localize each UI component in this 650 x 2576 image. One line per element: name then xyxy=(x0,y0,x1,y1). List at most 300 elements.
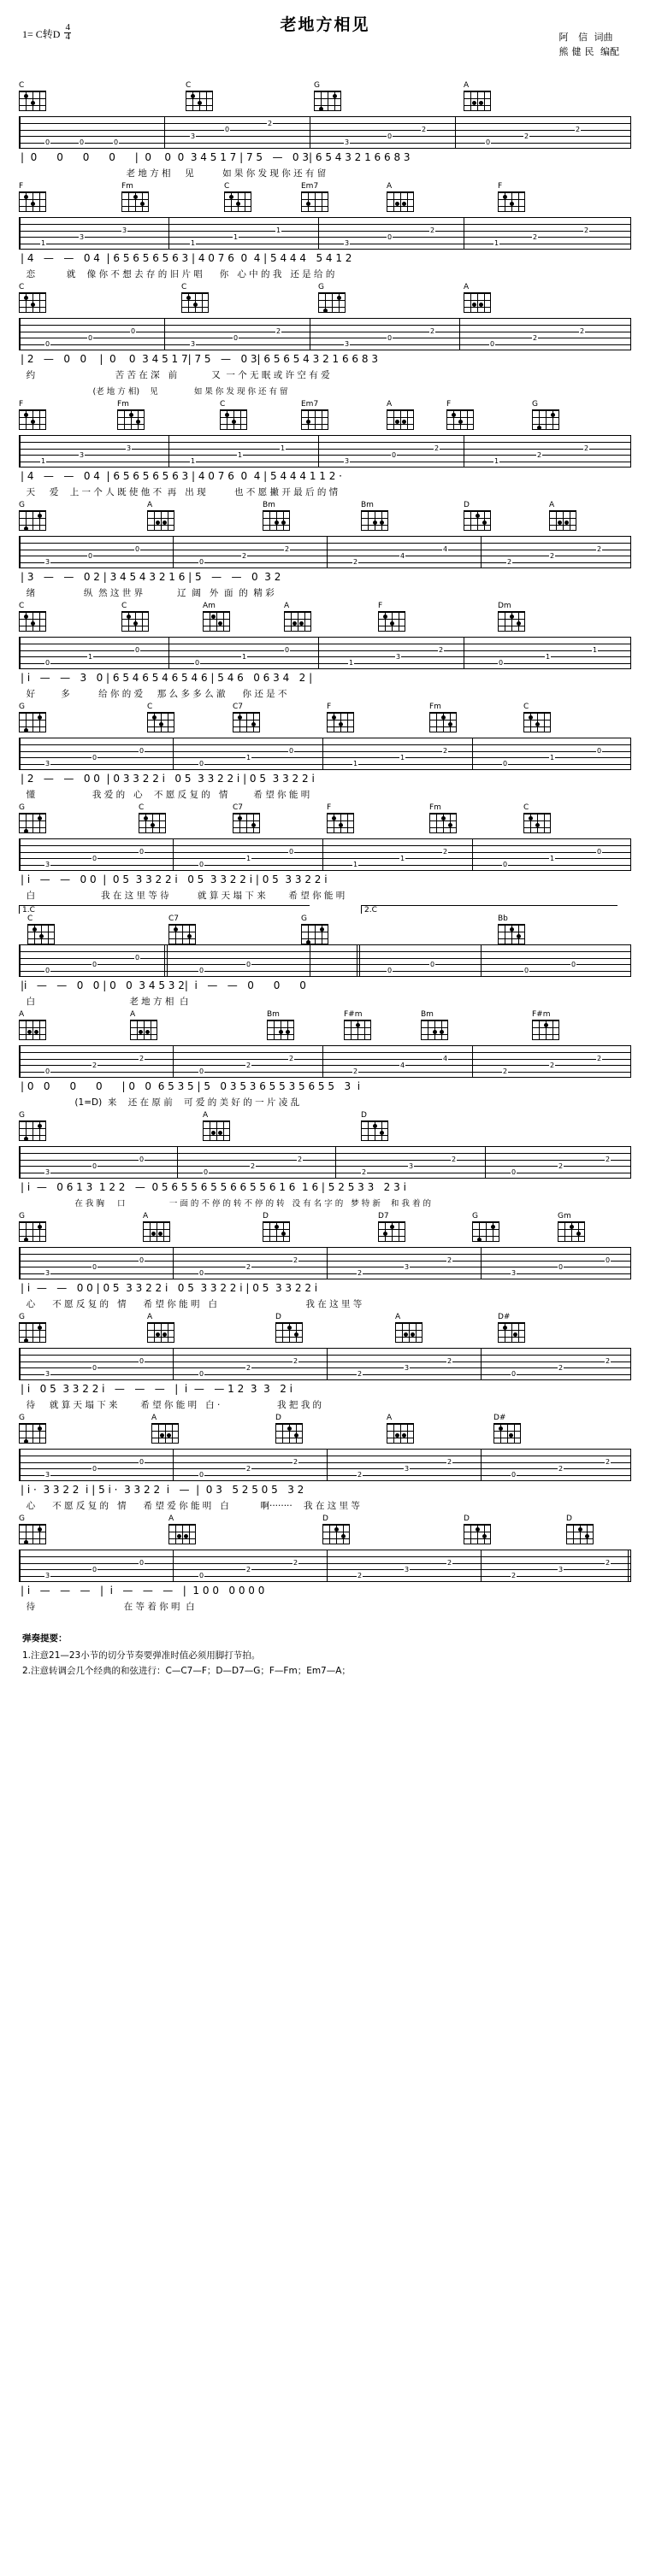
lyrics-line: 白 老 地 方 相 白 xyxy=(21,997,189,1007)
performance-notes xyxy=(22,1632,628,1679)
chord-diagram-row xyxy=(19,183,631,217)
chord-grid xyxy=(472,1221,499,1242)
chord-diagram[interactable] xyxy=(220,401,257,430)
chord-name: A xyxy=(395,1313,401,1321)
chord-grid xyxy=(19,292,46,313)
tab-staff: 0 0 0 0 0 0 0 0 0 xyxy=(19,944,631,977)
chord-name: Bm xyxy=(361,501,374,509)
chord-grid xyxy=(147,510,174,531)
chord-diagram-row xyxy=(19,502,631,536)
chord-grid xyxy=(203,1120,230,1141)
chord-grid xyxy=(464,91,491,111)
chord-name: G xyxy=(472,1212,478,1220)
chord-grid xyxy=(421,1020,448,1040)
tab-staff-wrapper xyxy=(19,1247,631,1279)
chord-diagram[interactable] xyxy=(429,804,467,833)
chord-grid xyxy=(224,191,251,212)
chord-diagram[interactable] xyxy=(263,502,300,531)
chord-diagram[interactable] xyxy=(19,1112,56,1141)
chord-name: Bm xyxy=(263,501,275,509)
tab-staff-wrapper xyxy=(19,1146,631,1179)
music-system xyxy=(19,82,631,183)
chord-name: A xyxy=(464,283,470,291)
chord-name: G xyxy=(19,1313,25,1321)
chord-name: F#m xyxy=(344,1010,363,1019)
chord-grid xyxy=(233,813,260,833)
chord-grid xyxy=(19,712,46,732)
chord-grid xyxy=(147,1322,174,1343)
chord-diagram[interactable] xyxy=(327,804,364,833)
chord-name: A xyxy=(203,1111,209,1120)
chord-name: C7 xyxy=(168,915,180,923)
music-system xyxy=(19,1213,631,1314)
chord-name: F xyxy=(19,182,24,191)
chord-diagram[interactable] xyxy=(361,1112,399,1141)
music-system xyxy=(19,1515,631,1616)
tab-staff: 1 3 3 1 1 1 3 0 2 1 2 2 xyxy=(19,435,631,468)
chord-diagram[interactable] xyxy=(558,1213,595,1242)
chord-name: A xyxy=(143,1212,149,1220)
chord-name: F xyxy=(378,602,383,610)
chord-grid xyxy=(151,1423,179,1444)
repeat-ending-2: 2.C xyxy=(361,905,618,914)
credit-name: 阿 信 xyxy=(558,32,591,43)
chord-diagram[interactable] xyxy=(19,1011,56,1040)
lyrics-line: 懂 我 爱 的 心 不 愿 反 复 的 情 希 望 你 能 明 xyxy=(21,790,310,800)
chord-diagram[interactable] xyxy=(19,183,56,212)
chord-grid xyxy=(19,1322,46,1343)
chord-diagram[interactable] xyxy=(464,502,501,531)
chord-grid xyxy=(143,1221,170,1242)
chord-diagram[interactable] xyxy=(27,915,65,944)
chord-name: C xyxy=(19,602,25,610)
lyrics-line: 心 不 愿 反 复 的 情 希 望 你 能 明 白 我 在 这 里 等 xyxy=(21,1299,363,1309)
chord-grid xyxy=(523,712,551,732)
key-signature xyxy=(22,24,71,42)
chord-diagram-row xyxy=(19,905,631,944)
chord-diagram[interactable] xyxy=(130,1011,168,1040)
chord-diagram[interactable] xyxy=(147,502,185,531)
lyrics-line: 待 在 等 着 你 明 白 xyxy=(21,1602,195,1612)
chord-grid xyxy=(361,510,388,531)
chord-grid xyxy=(19,409,46,430)
chord-diagram[interactable] xyxy=(429,703,467,732)
tab-staff-wrapper xyxy=(19,318,631,350)
chord-diagram[interactable] xyxy=(19,502,56,531)
chord-name: A xyxy=(19,1010,25,1019)
tab-staff: 3 0 0 0 2 2 2 4 4 2 2 2 xyxy=(19,536,631,568)
chord-name: F xyxy=(498,182,503,191)
chord-grid xyxy=(464,1524,491,1544)
lyrics-line: 约 苦 苦 在 深 前 又 一 个 无 眠 或 许 空 有 爱 xyxy=(21,370,330,380)
tab-staff: 1 3 3 1 1 1 3 0 2 1 2 2 xyxy=(19,217,631,250)
chord-name: C7 xyxy=(233,703,244,711)
music-system xyxy=(19,905,631,1011)
chord-grid xyxy=(493,1423,521,1444)
chord-diagram-row xyxy=(19,1213,631,1247)
chord-grid xyxy=(361,1120,388,1141)
chord-diagram-row xyxy=(19,82,631,116)
chord-diagram[interactable] xyxy=(532,1011,570,1040)
chord-name: Em7 xyxy=(301,182,319,191)
chord-diagram[interactable] xyxy=(387,183,424,212)
chord-name: A xyxy=(549,501,555,509)
chord-diagram[interactable] xyxy=(139,804,176,833)
chord-grid xyxy=(117,409,145,430)
chord-name: A xyxy=(284,602,290,610)
chord-name: D xyxy=(275,1313,281,1321)
chord-diagram[interactable] xyxy=(523,804,561,833)
chord-name: Fm xyxy=(429,703,441,711)
chord-grid xyxy=(19,1524,46,1544)
chord-grid xyxy=(549,510,576,531)
chord-diagram[interactable] xyxy=(421,1011,458,1040)
numbered-notation: | 2 — 0 0 | 0 0 3 4 5 1 7| 7 5 — 0 3| 6 5 6 5 4 3 2 1 6 6 8 3 xyxy=(21,353,378,365)
chord-grid xyxy=(464,510,491,531)
chord-name: Bb xyxy=(498,915,508,923)
chord-name: C xyxy=(523,703,529,711)
numbered-notation: | 0 0 0 0 | 0 0 6 5 3 5 | 5 0 3 5 3 6 5 5 3 5 6 5 5 3 i xyxy=(21,1080,361,1092)
chord-grid xyxy=(267,1020,294,1040)
time-signature xyxy=(64,24,71,42)
tab-staff: 3 0 0 0 2 2 2 3 2 3 0 0 xyxy=(19,1247,631,1279)
chord-diagram[interactable] xyxy=(19,703,56,732)
chord-diagram[interactable] xyxy=(275,1314,313,1343)
chord-diagram-row xyxy=(19,284,631,318)
lyrics-line: 待 就 算 天 塌 下 来 希 望 你 能 明 白 · 我 把 我 的 xyxy=(21,1400,322,1410)
lyrics-line: 绪 纵 然 这 世 界 辽 阔 外 面 的 精 彩 xyxy=(21,588,275,598)
chord-diagram[interactable] xyxy=(275,1414,313,1444)
chord-diagram[interactable] xyxy=(523,703,561,732)
lyrics-line: 白 我 在 这 里 等 待 就 算 天 塌 下 来 希 望 你 能 明 xyxy=(21,891,346,901)
numbered-notation: | 4 — — 0 4 | 6 5 6 5 6 5 6 3 | 4 0 7 6 0 4 | 5 4 4 4 5 4 1 2 xyxy=(21,252,352,264)
chord-diagram[interactable] xyxy=(284,603,322,632)
chord-name: Em7 xyxy=(301,400,319,409)
tab-staff-wrapper xyxy=(19,1045,631,1078)
chord-name: G xyxy=(19,1111,25,1120)
numbered-notation: | i — — 0 0 | 0 5 3 3 2 2 i 0 5 3 3 2 2 i | 0 5 3 3 2 2 i xyxy=(21,1282,318,1294)
chord-name: Gm xyxy=(558,1212,571,1220)
tab-staff-wrapper xyxy=(19,738,631,770)
credit-name: 熊健民 xyxy=(558,45,598,57)
lyrics-line: 在 我 胸 口 一 面 的 不 停 的 转 不 停 的 转 没 有 名 字 的 梦 特 新 和 我 着 的 xyxy=(21,1199,431,1209)
chord-grid xyxy=(327,712,354,732)
chord-grid xyxy=(378,611,405,632)
tab-staff: 0 0 0 3 0 2 3 0 2 0 2 2 xyxy=(19,116,631,149)
tab-staff: 3 0 0 0 2 2 2 3 2 0 2 2 xyxy=(19,1449,631,1481)
chord-grid xyxy=(275,1322,303,1343)
tab-staff-wrapper xyxy=(19,637,631,669)
chord-grid xyxy=(566,1524,594,1544)
chord-name: Fm xyxy=(429,803,441,812)
chord-name: A xyxy=(147,1313,153,1321)
credit-role: 词曲 xyxy=(594,32,613,43)
chord-name: C xyxy=(523,803,529,812)
numbered-notation: | i 0 5 3 3 2 2 i — — — | i — — 1 2 3 3 2 i xyxy=(21,1383,292,1395)
tab-staff: 3 0 0 0 2 2 2 3 2 2 3 2 xyxy=(19,1550,631,1582)
chord-grid xyxy=(121,611,149,632)
numbered-notation: | 3 — — 0 2 | 3 4 5 4 3 2 1 6 | 5 — — 0 3 2 xyxy=(21,571,285,583)
chord-diagram[interactable] xyxy=(121,183,159,212)
chord-diagram[interactable] xyxy=(168,1515,206,1544)
performance-note-line: 2.注意转调会几个经典的和弦进行：C—C7—F；D—D7—G；F—Fm；Em7—A； xyxy=(22,1665,351,1676)
chord-diagram[interactable] xyxy=(301,915,339,944)
chord-name: C xyxy=(186,81,192,90)
chord-grid xyxy=(121,191,149,212)
chord-grid xyxy=(19,1221,46,1242)
chord-name: G xyxy=(301,915,307,923)
chord-name: D xyxy=(275,1414,281,1422)
chord-diagram-row xyxy=(19,1011,631,1045)
chord-grid xyxy=(318,292,346,313)
chord-name: G xyxy=(314,81,320,90)
chord-name: G xyxy=(19,1212,25,1220)
chord-diagram[interactable] xyxy=(322,1515,360,1544)
chord-diagram[interactable] xyxy=(301,401,339,430)
tab-staff-wrapper xyxy=(19,217,631,250)
chord-diagram[interactable] xyxy=(267,1011,304,1040)
chord-name: D7 xyxy=(378,1212,389,1220)
chord-grid xyxy=(446,409,474,430)
chord-grid xyxy=(130,1020,157,1040)
tab-staff-wrapper xyxy=(19,1348,631,1380)
chord-diagram[interactable] xyxy=(224,183,262,212)
chord-diagram[interactable] xyxy=(19,284,56,313)
chord-diagram[interactable] xyxy=(203,603,240,632)
repeat-ending-1: 1.C xyxy=(19,905,310,914)
chord-diagram-row xyxy=(19,603,631,637)
chord-grid xyxy=(378,1221,405,1242)
chord-grid xyxy=(344,1020,371,1040)
chord-name: A xyxy=(387,182,393,191)
chord-name: G xyxy=(19,501,25,509)
chord-diagram-row xyxy=(19,1515,631,1550)
chord-diagram[interactable] xyxy=(233,804,270,833)
chord-name: D xyxy=(464,1514,470,1523)
chord-grid xyxy=(498,924,525,944)
chord-name: F xyxy=(327,803,332,812)
lyrics-line: 天 爱 上 一 个 人 既 使 他 不 再 出 现 也 不 愿 撇 开 最 后 的 情 xyxy=(21,487,339,497)
music-system xyxy=(19,804,631,905)
chord-diagram[interactable] xyxy=(19,804,56,833)
chord-diagram[interactable] xyxy=(498,1314,535,1343)
chord-name: F#m xyxy=(532,1010,551,1019)
chord-diagram[interactable] xyxy=(147,1314,185,1343)
chord-grid xyxy=(147,712,174,732)
chord-grid xyxy=(19,1020,46,1040)
credit-role: 编配 xyxy=(600,45,619,57)
chord-name: Fm xyxy=(121,182,133,191)
chord-name: A xyxy=(168,1514,174,1523)
chord-grid xyxy=(322,1524,350,1544)
chord-grid xyxy=(301,409,328,430)
numbered-notation: | i — — 0 0 | 0 5 3 3 2 2 i 0 5 3 3 2 2 i | 0 5 3 3 2 2 i xyxy=(21,873,328,885)
chord-diagram[interactable] xyxy=(566,1515,604,1544)
chord-diagram[interactable] xyxy=(464,1515,501,1544)
chord-diagram[interactable] xyxy=(19,1414,56,1444)
chord-name: C xyxy=(139,803,145,812)
chord-grid xyxy=(19,813,46,833)
chord-grid xyxy=(27,924,55,944)
chord-name: D xyxy=(322,1514,328,1523)
chord-diagram[interactable] xyxy=(19,401,56,430)
chord-diagram[interactable] xyxy=(498,183,535,212)
lyrics-line: 心 不 愿 反 复 的 情 希 望 爱 你 能 明 白 啊········ 我 在 这 里 等 xyxy=(21,1501,360,1511)
chord-diagram[interactable] xyxy=(378,603,416,632)
chord-diagram[interactable] xyxy=(263,1213,300,1242)
chord-grid xyxy=(395,1322,422,1343)
chord-diagram[interactable] xyxy=(464,82,501,111)
chord-diagram[interactable] xyxy=(378,1213,416,1242)
chord-grid xyxy=(301,924,328,944)
chord-name: D# xyxy=(493,1414,506,1422)
chord-name: D xyxy=(464,501,470,509)
chord-grid xyxy=(314,91,341,111)
chord-diagram[interactable] xyxy=(498,915,535,944)
tab-staff-wrapper xyxy=(19,116,631,149)
chord-diagram[interactable] xyxy=(117,401,155,430)
chord-diagram[interactable] xyxy=(151,1414,189,1444)
time-signature-denominator: 4 xyxy=(65,31,70,42)
music-system xyxy=(19,703,631,804)
numbered-notation: | i — — 3 0 | 6 5 4 6 5 4 6 5 4 6 | 5 4 6 0 6 3 4 2 | xyxy=(21,672,313,684)
music-system xyxy=(19,1414,631,1515)
credit-line xyxy=(559,45,620,60)
chord-diagram[interactable] xyxy=(498,603,535,632)
numbered-notation: | 4 — — 0 4 | 6 5 6 5 6 5 6 3 | 4 0 7 6 0 4 | 5 4 4 4 1 1 2 · xyxy=(21,470,342,482)
chord-diagram[interactable] xyxy=(147,703,185,732)
chord-name: Bm xyxy=(421,1010,434,1019)
chord-name: A xyxy=(147,501,153,509)
chord-diagram-row xyxy=(19,1314,631,1348)
lyrics-line: 恋 就 像 你 不 想 去 存 的 旧 片 唱 你 心 中 的 我 还 是 给 的 xyxy=(21,269,335,279)
chord-name: C xyxy=(19,81,25,90)
chord-grid xyxy=(429,712,457,732)
chord-grid xyxy=(498,191,525,212)
chord-diagram[interactable] xyxy=(493,1414,531,1444)
chord-diagram[interactable] xyxy=(344,1011,381,1040)
chord-name: F xyxy=(446,400,452,409)
chord-diagram[interactable] xyxy=(186,82,223,111)
chord-name: G xyxy=(19,803,25,812)
chord-diagram[interactable] xyxy=(19,82,56,111)
chord-diagram[interactable] xyxy=(361,502,399,531)
numbered-notation: | i — — — | i — — — | 1 0 0 0 0 0 0 xyxy=(21,1585,269,1597)
chord-grid xyxy=(168,1524,196,1544)
lyrics-line-alt: (老 地 方 相) 见 如 果 你 发 现 你 还 有 留 xyxy=(21,387,288,397)
tab-staff: 3 0 0 0 1 0 1 1 2 0 1 0 xyxy=(19,838,631,871)
chord-diagram[interactable] xyxy=(121,603,159,632)
chord-diagram[interactable] xyxy=(233,703,270,732)
chord-name: G xyxy=(532,400,538,409)
chord-diagram[interactable] xyxy=(314,82,352,111)
chord-grid xyxy=(301,191,328,212)
chord-grid xyxy=(498,1322,525,1343)
chord-name: C xyxy=(27,915,33,923)
chord-name: D# xyxy=(498,1313,511,1321)
chord-grid xyxy=(263,510,290,531)
chord-name: A xyxy=(130,1010,136,1019)
numbered-notation: | i · 3 3 2 2 i | 5 i · 3 3 2 2 i — | 0 3 5 2 5 0 5 3 2 xyxy=(21,1484,304,1496)
music-system xyxy=(19,1011,631,1112)
chord-diagram[interactable] xyxy=(19,1515,56,1544)
chord-grid xyxy=(19,1120,46,1141)
music-system xyxy=(19,1112,631,1213)
chord-diagram[interactable] xyxy=(19,1314,56,1343)
tab-staff: 0 1 0 0 1 0 1 3 2 0 1 1 xyxy=(19,637,631,669)
chord-diagram[interactable] xyxy=(168,915,206,944)
chord-grid xyxy=(523,813,551,833)
chord-diagram[interactable] xyxy=(19,1213,56,1242)
numbered-notation: | 0 0 0 0 | 0 0 0 3 4 5 1 7 | 7 5 — 0 3| 6 5 4 3 2 1 6 6 8 3 xyxy=(21,151,411,163)
chord-diagram[interactable] xyxy=(464,284,501,313)
chord-grid xyxy=(387,409,414,430)
numbered-notation: | i — 0 6 1 3 1 2 2 — 0 5 6 5 5 6 5 5 6 6 5 5 6 1 6 1 6 | 5 2 5 3 3 2 3 i xyxy=(21,1181,406,1193)
chord-diagram[interactable] xyxy=(143,1213,180,1242)
chord-name: C xyxy=(181,283,187,291)
chord-diagram[interactable] xyxy=(387,1414,424,1444)
chord-name: G xyxy=(318,283,324,291)
music-system xyxy=(19,284,631,401)
tab-staff-wrapper xyxy=(19,944,631,977)
tab-staff-wrapper xyxy=(19,1550,631,1582)
chord-diagram[interactable] xyxy=(387,401,424,430)
music-system xyxy=(19,603,631,703)
chord-diagram-row xyxy=(19,804,631,838)
chord-name: G xyxy=(19,703,25,711)
credit-line xyxy=(559,31,620,45)
chord-grid xyxy=(284,611,311,632)
chord-diagram[interactable] xyxy=(532,401,570,430)
lyrics-line: 老 地 方 相 见 如 果 你 发 现 你 还 有 留 xyxy=(21,168,327,179)
chord-diagram[interactable] xyxy=(549,502,587,531)
chord-diagram[interactable] xyxy=(327,703,364,732)
chord-grid xyxy=(263,1221,290,1242)
chord-grid xyxy=(220,409,247,430)
chord-diagram[interactable] xyxy=(301,183,339,212)
chord-diagram[interactable] xyxy=(446,401,484,430)
chord-grid xyxy=(19,91,46,111)
chord-grid xyxy=(19,611,46,632)
chord-diagram[interactable] xyxy=(395,1314,433,1343)
chord-name: C xyxy=(147,703,153,711)
chord-grid xyxy=(275,1423,303,1444)
chord-diagram[interactable] xyxy=(472,1213,510,1242)
chord-diagram[interactable] xyxy=(318,284,356,313)
chord-name: D xyxy=(361,1111,367,1120)
chord-grid xyxy=(168,924,196,944)
chord-name: A xyxy=(151,1414,157,1422)
chord-name: Fm xyxy=(117,400,129,409)
chord-diagram-row xyxy=(19,703,631,738)
chord-diagram[interactable] xyxy=(19,603,56,632)
chord-name: F xyxy=(19,400,24,409)
chord-grid xyxy=(498,611,525,632)
chord-grid xyxy=(233,712,260,732)
chord-diagram-row xyxy=(19,1112,631,1146)
chord-diagram[interactable] xyxy=(181,284,219,313)
chord-grid xyxy=(139,813,166,833)
chord-diagram[interactable] xyxy=(203,1112,240,1141)
tab-staff: 0 2 2 0 2 2 2 4 4 2 2 2 xyxy=(19,1045,631,1078)
chord-grid xyxy=(387,191,414,212)
chord-grid xyxy=(464,292,491,313)
lyrics-line: (1=D) 来 还 在 原 前 可 爱 的 美 好 的 一 片 凌 乱 xyxy=(21,1097,300,1108)
key-label: 1= C转D xyxy=(22,27,61,40)
tab-staff-wrapper xyxy=(19,536,631,568)
tab-staff: 3 0 0 0 1 0 1 1 2 0 1 0 xyxy=(19,738,631,770)
chord-name: F xyxy=(327,703,332,711)
